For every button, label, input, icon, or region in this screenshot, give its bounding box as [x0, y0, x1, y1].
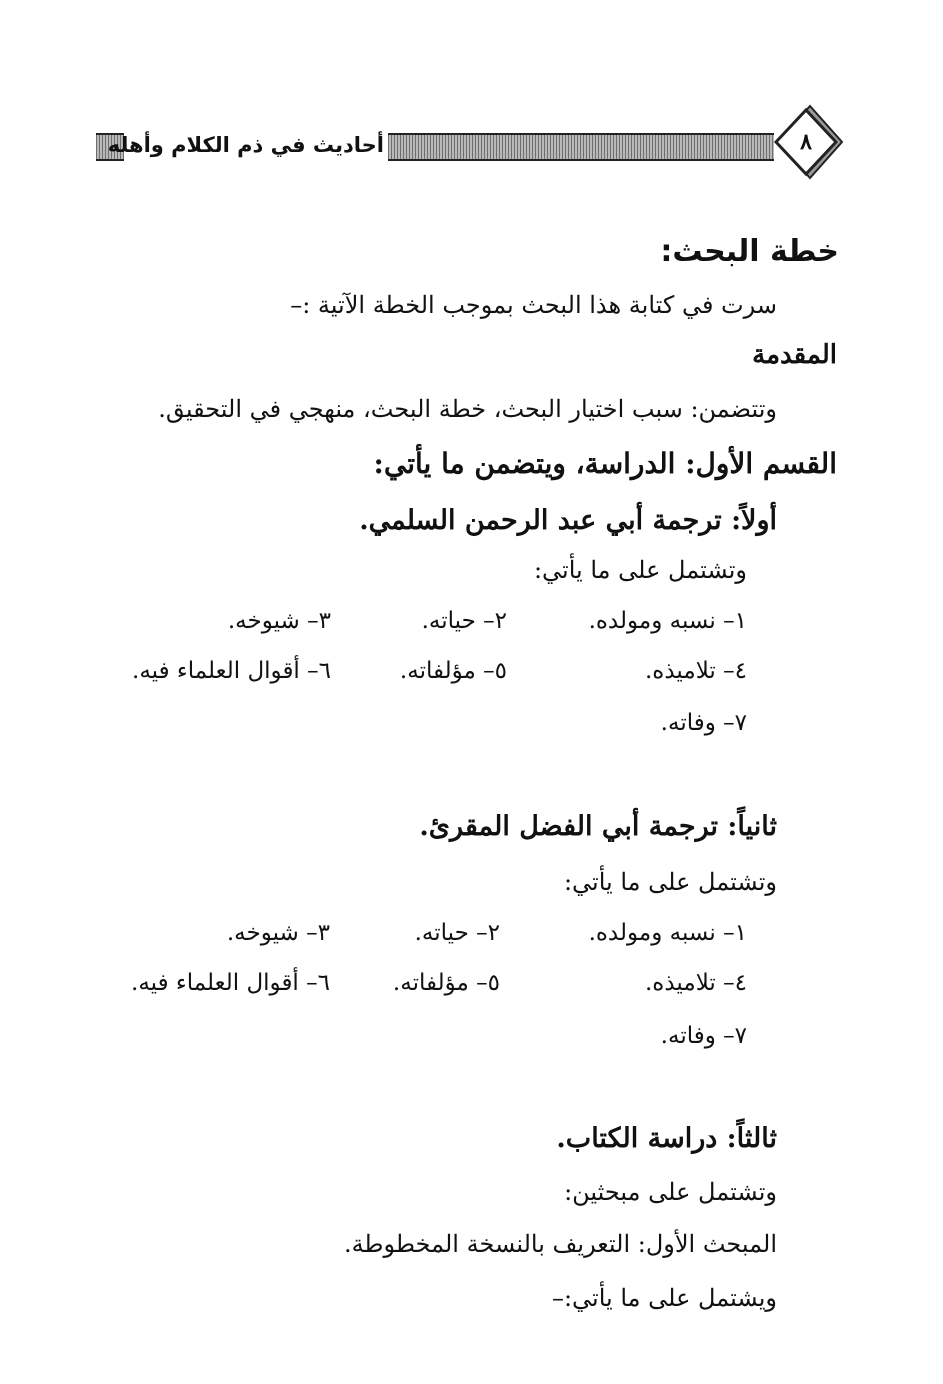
header-rule-right	[388, 133, 774, 161]
second-item-5: ٥– مؤلفاته.	[392, 970, 500, 996]
first-item-1: ١– نسبه ومولده.	[588, 608, 747, 634]
second-includes: وتشتمل على ما يأتي:	[563, 868, 777, 896]
first-item-6: ٦– أقوال العلماء فيه.	[132, 658, 331, 684]
first-item-7: ٧– وفاته.	[660, 710, 747, 736]
second-item-3: ٣– شيوخه.	[226, 920, 330, 946]
plan-title: خطة البحث:	[660, 234, 839, 269]
second-item-1: ١– نسبه ومولده.	[588, 920, 747, 946]
first-includes: وتشتمل على ما يأتي:	[533, 556, 747, 584]
intro-text: سرت في كتابة هذا البحث بموجب الخطة الآتية :–	[290, 291, 777, 319]
third-title: ثالثاً: دراسة الكتاب.	[556, 1123, 777, 1154]
header-title: أحاديث في ذم الكلام وأهله	[107, 133, 384, 157]
running-header	[0, 0, 943, 200]
second-item-2: ٢– حياته.	[414, 920, 500, 946]
second-item-4: ٤– تلاميذه.	[645, 970, 747, 996]
second-item-6: ٦– أقوال العلماء فيه.	[131, 970, 330, 996]
muqaddima-text: وتتضمن: سبب اختيار البحث، خطة البحث، منهجي في التحقيق.	[158, 395, 777, 423]
second-item-7: ٧– وفاته.	[660, 1023, 747, 1049]
first-item-5: ٥– مؤلفاته.	[399, 658, 507, 684]
part1-title: القسم الأول: الدراسة، ويتضمن ما يأتي:	[373, 447, 837, 480]
first-item-4: ٤– تلاميذه.	[645, 658, 747, 684]
first-item-2: ٢– حياته.	[421, 608, 507, 634]
third-section-1: المبحث الأول: التعريف بالنسخة المخطوطة.	[343, 1230, 777, 1258]
page-number: ٨	[800, 129, 812, 155]
muqaddima-title: المقدمة	[752, 340, 837, 370]
third-includes: وتشتمل على مبحثين:	[564, 1178, 777, 1206]
first-item-3: ٣– شيوخه.	[227, 608, 331, 634]
first-title: أولاً: ترجمة أبي عبد الرحمن السلمي.	[359, 505, 777, 536]
second-title: ثانياً: ترجمة أبي الفضل المقرئ.	[419, 811, 777, 842]
third-section-1-includes: ويشتمل على ما يأتي:–	[551, 1284, 777, 1312]
